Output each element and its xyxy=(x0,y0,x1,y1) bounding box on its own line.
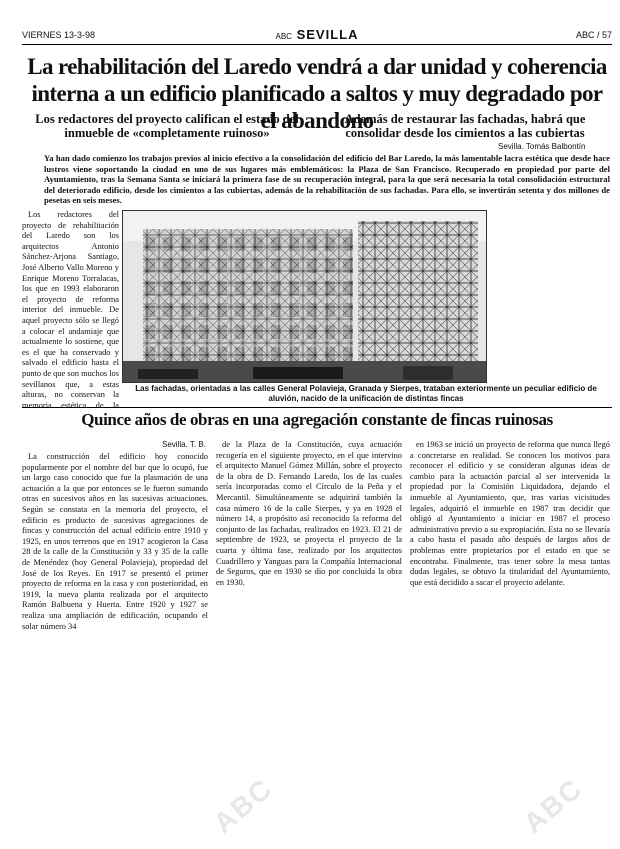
section-title xyxy=(22,27,612,42)
header-rule xyxy=(22,44,612,45)
section-2-column-1 xyxy=(22,452,208,842)
section-2-text-2: de la Plaza de la Constitución, cuya actuación recogería en el siguiente proyecto, en el que intervino el arquitecto Manuel Gómez Millán, sobre el proyecto de la obra de D. Fernando Laredo, los de las cuales sería incorporadas como el Círculo de la Peña y el Mercantil. Simultáneamente se adquirirá también la casa número 16 de la calle Sierpes, y ya en 1928 el número 14, a propósito así reconocido la reforma del conjunto de las fachadas, realizados en 1923. El 21 de septiembre de 1923, se proyecta el proyecto de la cuarta y última fase, realizado por los arquitectos Cuadrillero y Yanguas para la Compañía Internacional de Seguros, que en 1930 se dio por concluida la obra en 1930. xyxy=(216,440,402,587)
main-headline: La rehabilitación del Laredo vendrá a dar unidad y coherencia interna a un edificio planificado a saltos y muy degradado por el abandono xyxy=(27,54,607,133)
section-2-column-3 xyxy=(410,440,610,842)
issue-date: VIERNES 13-3-98 xyxy=(22,30,96,40)
subhead-left: Los redactores del proyecto califican el estado del inmueble de «completamente ruinoso» xyxy=(35,112,299,140)
section-2-column-2 xyxy=(216,440,402,842)
section-2-text-3: en 1963 se inició un proyecto de reforma que nunca llegó a concretarse en realidad. Se conocen los motivos para reconocer el edificio y se consideran algunas ideas de cambio para la actuación parcial al ser intervenida la propiedad por la Comisión Liquidadora, dejando el inmueble al Ayuntamiento, que, tras varias vicisitudes legales, adquirió el inmueble en 1987 tras decidir que obligó al Ayuntamiento a iniciar en 1987 el proceso administrativo previo a su expropiación. Esta no se llevaría a cabo hasta el pasado año después de largos años de problemas entre propietarios por el estado en que se encontraba. Finalmente, tras tener sobre la mesa tantas dudas legales, se obtuvo la titularidad del Ayuntamiento, que está decidido a sacar el proyecto adelante. xyxy=(410,440,610,587)
building-illustration xyxy=(123,211,487,383)
lead-paragraph: Ya han dado comienzo los trabajos previos al inicio efectivo a la consolidación del edificio del Bar Laredo, la más lamentable lacra estética que desde hace lustros viene soportando la ciudad en uno de sus lugares más emblemáticos: la Plaza de San Francisco. Recuperado en propiedad por parte del Ayuntamiento, tras la Semana Santa se iniciará la primera fase de su recuperación integral, para la que será necesaria la total consolidación estructural del deteriorado edificio, desde los cimientos a las cubiertas, además de la rehabilitación de sus fachadas. Para ello, se invertirán setenta y dos millones de pesetas en seis meses. xyxy=(44,153,610,206)
watermark-stamp: ABC xyxy=(207,772,279,839)
column-1-text: Los redactores del proyecto de rehabilitación del Laredo son los arquitectos Antonio Sánchez-Arjona Santiago, José Alberto Vallo Moreno y Enrique Moreno Torralacas, los que en 1993 elaboraron el proyecto de reforma interior del inmueble. De aquel proyecto sólo se llegó a colocar el andamiaje que actualmente lo sostiene, que es el que ha conservado y salvado el edificio hasta el punto de que son muchos los sevillanos que, a estas alturas, no conservan la memoria estética de la xyxy=(22,210,119,410)
byline: Sevilla. Tomás Balbontín xyxy=(498,142,586,151)
subhead-right: Además de restaurar las fachadas, habrá que consolidar desde los cimientos a las cubiertas xyxy=(344,112,586,140)
page-header xyxy=(22,27,612,42)
section-2-headline: Quince años de obras en una agregación constante de fincas ruinosas xyxy=(81,410,553,429)
section-2-byline: Sevilla. T. B. xyxy=(162,440,206,449)
section-2-text-1: La construcción del edificio hoy conocido popularmente por el nombre del bar que lo ocupó, fue un largo caso conocido que fue la plasmación de una actuación a la que por entonces se le fueron sumando otras en sucesivos años en las sucesivas actuaciones. Según se constata en la memoria del proyecto, el edificio es producto de sucesivas agregaciones de fincas y construcción del actual edificio entre 1910 y 1925, en unos terrenos que en 1917 acogieron la Casa 28 de la calle de la Constitución y 33 y 35 de la calle de Menéndez (hoy General Polavieja), propiedad del José de los Reyes. En 1917 se presentó el primer proyecto de reforma en la casa y con posterioridad, en 1919, la nueva planta realizada por el arquitecto Ramón Balbuena y Huerta. Entre 1920 y 1927 se realiza una ampliación de edificación, ocupando el solar número 34 xyxy=(22,452,208,631)
section-prefix: ABC xyxy=(275,32,292,41)
section-name: SEVILLA xyxy=(296,27,359,42)
article-column-1 xyxy=(22,210,119,410)
section-rule xyxy=(22,407,612,408)
page-number: ABC / 57 xyxy=(575,30,612,40)
photo-caption: Las fachadas, orientadas a las calles General Polavieja, Granada y Sierpes, trataban exteriormente un peculiar edificio de aluvión, nacido de la unificación de distintas fincas xyxy=(135,384,597,403)
watermark-stamp-2: ABC xyxy=(517,772,589,839)
building-photo xyxy=(122,210,487,383)
